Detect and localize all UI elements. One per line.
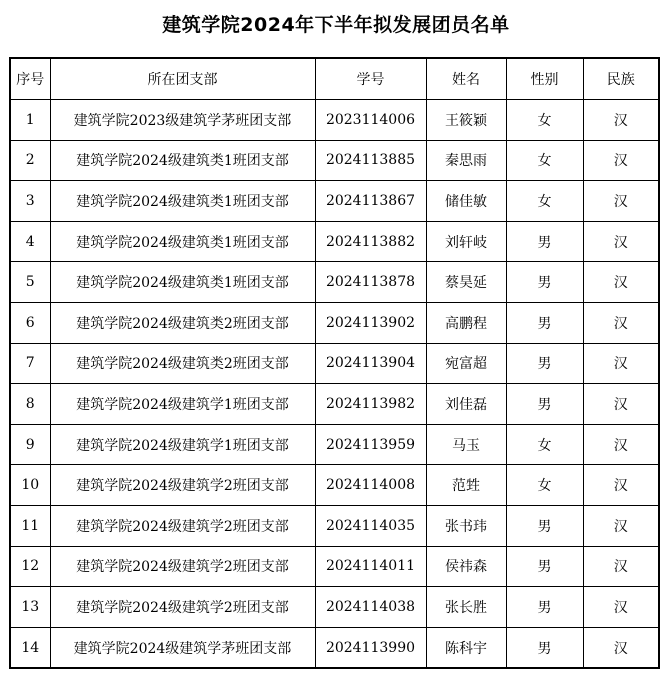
column-header-no: 序号 [10, 58, 50, 100]
page-title: 建筑学院2024年下半年拟发展团员名单 [162, 14, 510, 36]
cell-no: 5 [10, 262, 50, 303]
table-row [10, 221, 659, 262]
cell-student-id: 2024113882 [315, 221, 426, 262]
cell-gender: 男 [506, 505, 583, 546]
table-header-row [10, 58, 659, 100]
cell-name: 陈科宇 [426, 627, 506, 668]
cell-ethnicity: 汉 [583, 343, 659, 384]
cell-branch: 建筑学院2024级建筑学1班团支部 [50, 424, 315, 465]
cell-branch: 建筑学院2024级建筑类1班团支部 [50, 181, 315, 222]
cell-no: 8 [10, 384, 50, 425]
cell-branch: 建筑学院2024级建筑学2班团支部 [50, 505, 315, 546]
cell-branch: 建筑学院2024级建筑学茅班团支部 [50, 627, 315, 668]
table-row [10, 587, 659, 628]
column-header-student-id: 学号 [315, 58, 426, 100]
cell-gender: 女 [506, 100, 583, 141]
table-row [10, 343, 659, 384]
cell-gender: 男 [506, 627, 583, 668]
cell-student-id: 2024113959 [315, 424, 426, 465]
cell-student-id: 2024114038 [315, 587, 426, 628]
cell-branch: 建筑学院2024级建筑类1班团支部 [50, 140, 315, 181]
cell-name: 蔡昊延 [426, 262, 506, 303]
cell-name: 储佳敏 [426, 181, 506, 222]
cell-branch: 建筑学院2024级建筑类2班团支部 [50, 343, 315, 384]
member-roster-table [9, 57, 660, 669]
table-row [10, 262, 659, 303]
table-row [10, 302, 659, 343]
table-row [10, 100, 659, 141]
cell-ethnicity: 汉 [583, 384, 659, 425]
cell-gender: 女 [506, 424, 583, 465]
cell-ethnicity: 汉 [583, 302, 659, 343]
cell-branch: 建筑学院2023级建筑学茅班团支部 [50, 100, 315, 141]
cell-student-id: 2024114035 [315, 505, 426, 546]
cell-student-id: 2024113902 [315, 302, 426, 343]
cell-no: 13 [10, 587, 50, 628]
cell-ethnicity: 汉 [583, 140, 659, 181]
cell-branch: 建筑学院2024级建筑类1班团支部 [50, 221, 315, 262]
table-row [10, 140, 659, 181]
table-row [10, 627, 659, 668]
cell-branch: 建筑学院2024级建筑类1班团支部 [50, 262, 315, 303]
cell-branch: 建筑学院2024级建筑学2班团支部 [50, 587, 315, 628]
cell-student-id: 2024114011 [315, 546, 426, 587]
cell-gender: 女 [506, 140, 583, 181]
cell-name: 宛富超 [426, 343, 506, 384]
cell-name: 刘佳磊 [426, 384, 506, 425]
table-row [10, 384, 659, 425]
cell-gender: 男 [506, 587, 583, 628]
cell-gender: 男 [506, 262, 583, 303]
cell-name: 高鹏程 [426, 302, 506, 343]
cell-no: 1 [10, 100, 50, 141]
cell-no: 14 [10, 627, 50, 668]
cell-name: 刘轩岐 [426, 221, 506, 262]
cell-no: 3 [10, 181, 50, 222]
cell-no: 12 [10, 546, 50, 587]
cell-ethnicity: 汉 [583, 627, 659, 668]
cell-name: 范甡 [426, 465, 506, 506]
cell-student-id: 2023114006 [315, 100, 426, 141]
cell-ethnicity: 汉 [583, 424, 659, 465]
cell-ethnicity: 汉 [583, 587, 659, 628]
cell-student-id: 2024113867 [315, 181, 426, 222]
cell-no: 4 [10, 221, 50, 262]
cell-gender: 男 [506, 546, 583, 587]
cell-name: 马玉 [426, 424, 506, 465]
table-body [10, 100, 659, 669]
cell-branch: 建筑学院2024级建筑学2班团支部 [50, 465, 315, 506]
column-header-gender: 性别 [506, 58, 583, 100]
table-row [10, 465, 659, 506]
table-row [10, 505, 659, 546]
cell-ethnicity: 汉 [583, 505, 659, 546]
cell-gender: 男 [506, 221, 583, 262]
cell-no: 11 [10, 505, 50, 546]
cell-ethnicity: 汉 [583, 465, 659, 506]
cell-gender: 男 [506, 384, 583, 425]
cell-name: 秦思雨 [426, 140, 506, 181]
column-header-ethnicity: 民族 [583, 58, 659, 100]
cell-branch: 建筑学院2024级建筑类2班团支部 [50, 302, 315, 343]
cell-branch: 建筑学院2024级建筑学1班团支部 [50, 384, 315, 425]
cell-ethnicity: 汉 [583, 262, 659, 303]
cell-name: 王筱颖 [426, 100, 506, 141]
cell-gender: 男 [506, 343, 583, 384]
cell-no: 2 [10, 140, 50, 181]
column-header-branch: 所在团支部 [50, 58, 315, 100]
cell-no: 9 [10, 424, 50, 465]
cell-student-id: 2024113878 [315, 262, 426, 303]
cell-student-id: 2024114008 [315, 465, 426, 506]
cell-gender: 女 [506, 181, 583, 222]
cell-gender: 男 [506, 302, 583, 343]
cell-student-id: 2024113885 [315, 140, 426, 181]
cell-ethnicity: 汉 [583, 100, 659, 141]
cell-no: 10 [10, 465, 50, 506]
table-row [10, 546, 659, 587]
cell-student-id: 2024113990 [315, 627, 426, 668]
cell-ethnicity: 汉 [583, 221, 659, 262]
cell-student-id: 2024113982 [315, 384, 426, 425]
cell-gender: 女 [506, 465, 583, 506]
cell-no: 6 [10, 302, 50, 343]
cell-ethnicity: 汉 [583, 546, 659, 587]
table-row [10, 424, 659, 465]
cell-name: 张书玮 [426, 505, 506, 546]
cell-name: 张长胜 [426, 587, 506, 628]
cell-branch: 建筑学院2024级建筑学2班团支部 [50, 546, 315, 587]
column-header-name: 姓名 [426, 58, 506, 100]
cell-no: 7 [10, 343, 50, 384]
cell-student-id: 2024113904 [315, 343, 426, 384]
cell-ethnicity: 汉 [583, 181, 659, 222]
cell-name: 侯祎森 [426, 546, 506, 587]
table-row [10, 181, 659, 222]
